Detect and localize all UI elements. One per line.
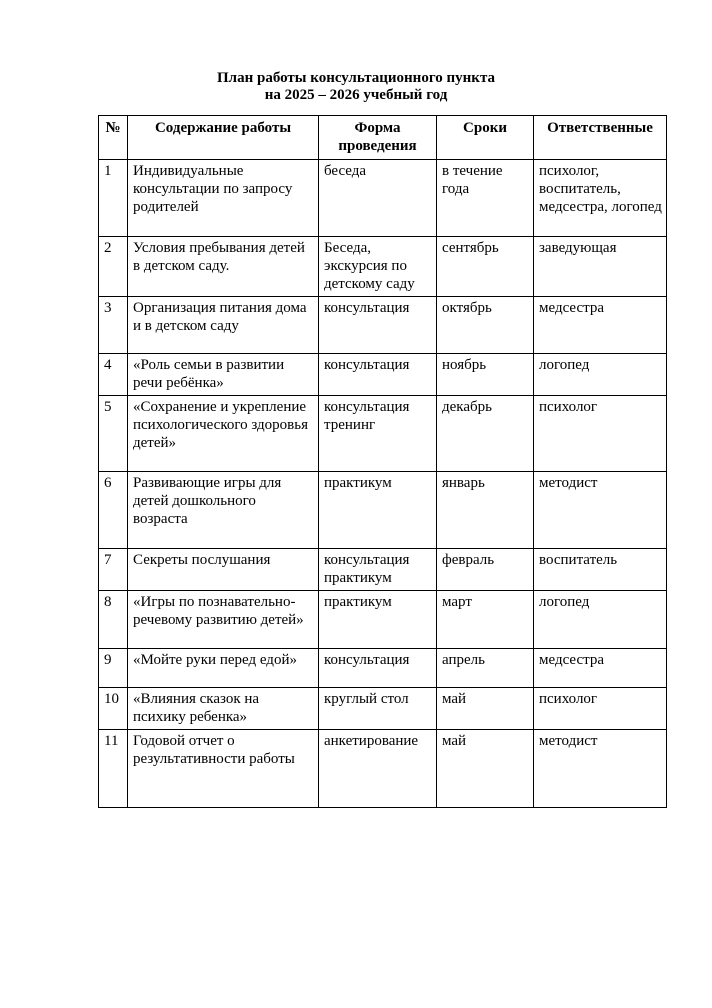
row-term: март	[437, 591, 534, 649]
row-content: «Игры по познавательно-речевому развитию детей»	[128, 591, 319, 649]
row-form: консультация	[319, 649, 437, 688]
row-num: 8	[99, 591, 128, 649]
table-row	[99, 297, 667, 354]
header-term: Сроки	[437, 116, 534, 160]
row-num: 1	[99, 160, 128, 237]
row-responsible: логопед	[534, 591, 667, 649]
table-header-row	[99, 116, 667, 160]
table-row	[99, 237, 667, 297]
header-content: Содержание работы	[128, 116, 319, 160]
row-content: Развивающие игры для детей дошкольного возраста	[128, 472, 319, 549]
row-content: Организация питания дома и в детском саду	[128, 297, 319, 354]
row-content: «Мойте руки перед едой»	[128, 649, 319, 688]
row-term: январь	[437, 472, 534, 549]
row-content: «Сохранение и укрепление психологического здоровья детей»	[128, 396, 319, 472]
row-num: 10	[99, 688, 128, 730]
row-content: «Роль семьи в развитии речи ребёнка»	[128, 354, 319, 396]
row-term: апрель	[437, 649, 534, 688]
row-num: 4	[99, 354, 128, 396]
row-responsible: медсестра	[534, 649, 667, 688]
row-responsible: медсестра	[534, 297, 667, 354]
row-term: декабрь	[437, 396, 534, 472]
plan-table	[98, 115, 667, 808]
title-line-1: План работы консультационного пункта	[217, 70, 495, 86]
row-term: в течение года	[437, 160, 534, 237]
row-content: Секреты послушания	[128, 549, 319, 591]
row-responsible: воспитатель	[534, 549, 667, 591]
table-row	[99, 591, 667, 649]
row-term: май	[437, 730, 534, 808]
row-form: консультация	[319, 354, 437, 396]
table-row	[99, 730, 667, 808]
row-form: Беседа, экскурсия по детскому саду	[319, 237, 437, 297]
row-content: Годовой отчет о результативности работы	[128, 730, 319, 808]
row-content: Условия пребывания детей в детском саду.	[128, 237, 319, 297]
row-form: консультация тренинг	[319, 396, 437, 472]
row-responsible: заведующая	[534, 237, 667, 297]
row-responsible: логопед	[534, 354, 667, 396]
row-form: беседа	[319, 160, 437, 237]
table-row	[99, 354, 667, 396]
row-form: практикум	[319, 472, 437, 549]
header-responsible: Ответственные	[534, 116, 667, 160]
table-row	[99, 688, 667, 730]
row-responsible: методист	[534, 730, 667, 808]
row-form: консультация практикум	[319, 549, 437, 591]
row-num: 9	[99, 649, 128, 688]
row-responsible: методист	[534, 472, 667, 549]
row-responsible: психолог	[534, 688, 667, 730]
table-row	[99, 396, 667, 472]
table-row	[99, 472, 667, 549]
table-row	[99, 649, 667, 688]
row-form: анкетирование	[319, 730, 437, 808]
header-form: Форма проведения	[319, 116, 437, 160]
row-term: ноябрь	[437, 354, 534, 396]
row-term: октябрь	[437, 297, 534, 354]
table-row	[99, 549, 667, 591]
row-num: 3	[99, 297, 128, 354]
row-responsible: психолог	[534, 396, 667, 472]
row-num: 11	[99, 730, 128, 808]
row-responsible: психолог, воспитатель, медсестра, логопед	[534, 160, 667, 237]
row-num: 7	[99, 549, 128, 591]
row-term: февраль	[437, 549, 534, 591]
row-num: 2	[99, 237, 128, 297]
row-form: практикум	[319, 591, 437, 649]
row-content: «Влияния сказок на психику ребенка»	[128, 688, 319, 730]
row-content: Индивидуальные консультации по запросу родителей	[128, 160, 319, 237]
title-line-2: на 2025 – 2026 учебный год	[264, 87, 448, 103]
table-row	[99, 160, 667, 237]
row-num: 6	[99, 472, 128, 549]
row-form: консультация	[319, 297, 437, 354]
row-term: сентябрь	[437, 237, 534, 297]
row-num: 5	[99, 396, 128, 472]
document-title	[0, 70, 712, 104]
row-term: май	[437, 688, 534, 730]
row-form: круглый стол	[319, 688, 437, 730]
header-num: №	[99, 116, 128, 160]
